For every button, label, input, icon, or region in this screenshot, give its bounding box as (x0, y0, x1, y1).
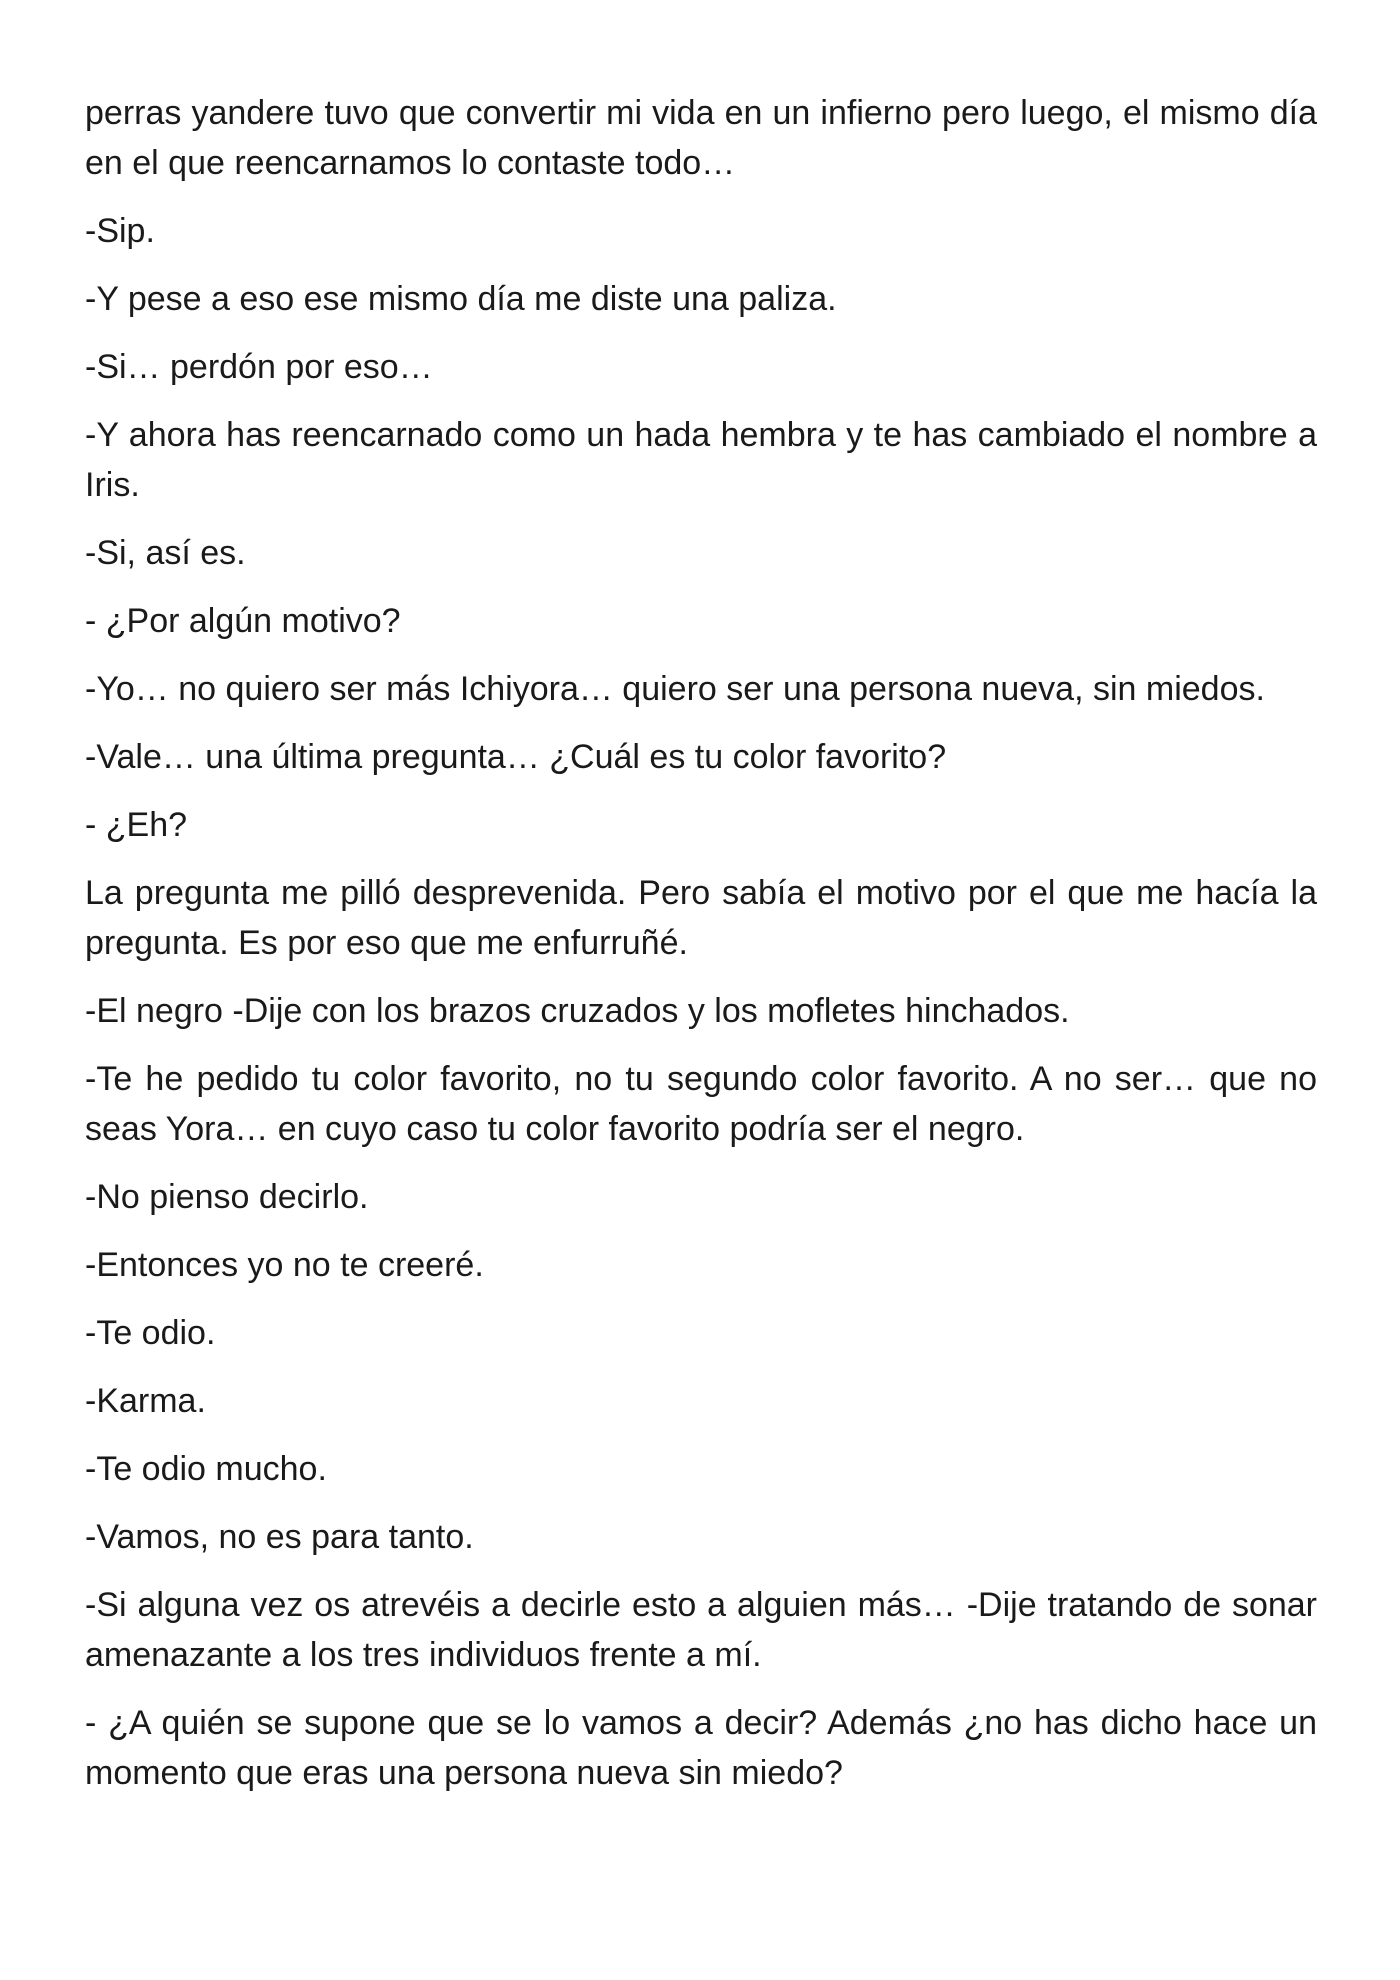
paragraph: La pregunta me pilló desprevenida. Pero sabía el motivo por el que me hacía la pregunta. Es por eso que me enfurruñé. (85, 874, 1317, 962)
paragraph: -El negro -Dije con los brazos cruzados y los mofletes hinchados. (85, 992, 1070, 1030)
paragraph: - ¿Eh? (85, 806, 188, 844)
paragraph: -Vamos, no es para tanto. (85, 1518, 474, 1556)
paragraph: -Si, así es. (85, 534, 246, 572)
paragraph: -Sip. (85, 212, 155, 250)
paragraph: -Karma. (85, 1382, 206, 1420)
paragraph: - ¿Por algún motivo? (85, 602, 401, 640)
paragraph: - ¿A quién se supone que se lo vamos a decir? Además ¿no has dicho hace un momento que eras una persona nueva sin miedo? (85, 1704, 1317, 1792)
paragraph: -Vale… una última pregunta… ¿Cuál es tu color favorito? (85, 738, 947, 776)
paragraph: -No pienso decirlo. (85, 1178, 369, 1216)
paragraph: -Si… perdón por eso… (85, 348, 433, 386)
paragraph: -Y ahora has reencarnado como un hada hembra y te has cambiado el nombre a Iris. (85, 416, 1317, 504)
paragraph: -Y pese a eso ese mismo día me diste una paliza. (85, 280, 837, 318)
paragraph: -Te he pedido tu color favorito, no tu segundo color favorito. A no ser… que no seas Yora… en cuyo caso tu color favorito podría ser el negro. (85, 1060, 1317, 1148)
document-page (85, 88, 1317, 1816)
paragraph: -Entonces yo no te creeré. (85, 1246, 484, 1284)
paragraph: -Yo… no quiero ser más Ichiyora… quiero ser una persona nueva, sin miedos. (85, 670, 1265, 708)
paragraph: -Si alguna vez os atrevéis a decirle esto a alguien más… -Dije tratando de sonar amenazante a los tres individuos frente a mí. (85, 1586, 1317, 1674)
paragraph: -Te odio mucho. (85, 1450, 327, 1488)
paragraph: -Te odio. (85, 1314, 216, 1352)
paragraph: perras yandere tuvo que convertir mi vida en un infierno pero luego, el mismo día en el que reencarnamos lo contaste todo… (85, 94, 1317, 182)
